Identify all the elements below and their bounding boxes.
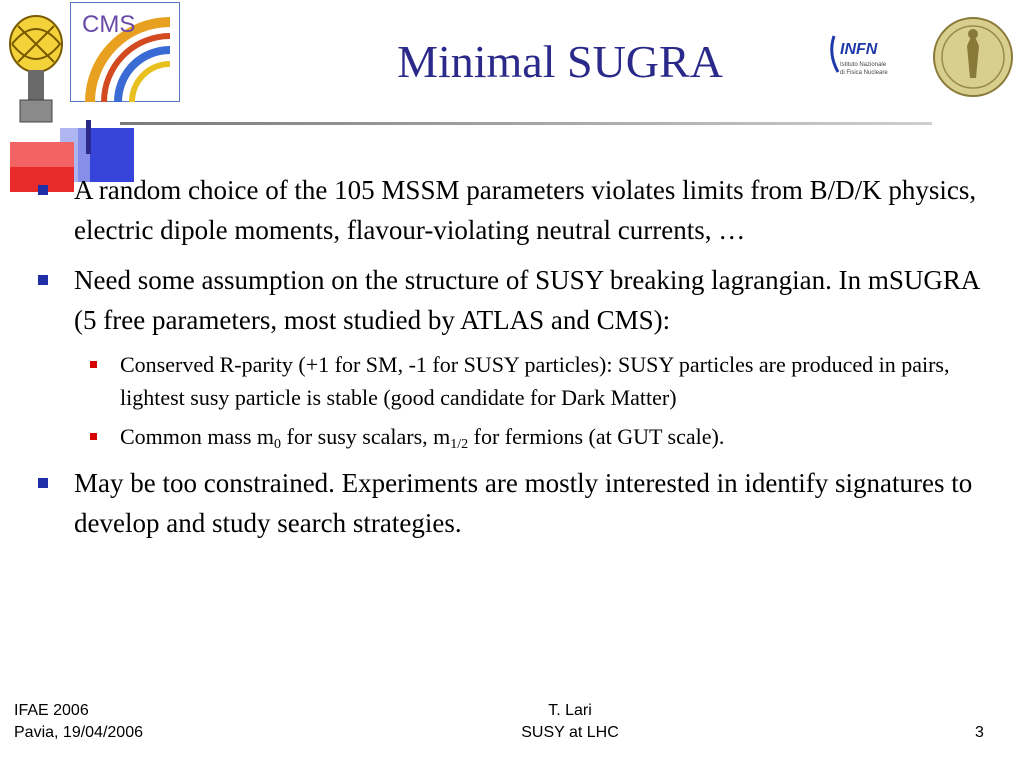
- bullet-item: [36, 170, 986, 250]
- sub-bullet-item: [74, 348, 986, 414]
- footer-author: [490, 700, 650, 744]
- footer-conference: [14, 700, 143, 744]
- slide-title: Minimal SUGRA: [397, 36, 723, 87]
- cms-logo-text: CMS: [82, 11, 136, 38]
- cms-logo: [70, 2, 180, 102]
- infn-logo-subtitle-1: Istituto Nazionale: [840, 62, 887, 68]
- bullet-square-icon: [38, 478, 48, 488]
- bullet-item: [36, 463, 986, 543]
- university-seal: [932, 16, 1014, 98]
- bullet-list: [36, 170, 986, 553]
- bullet-item: [36, 260, 986, 453]
- title-divider: [120, 122, 932, 125]
- sub-bullet-square-icon: [90, 433, 97, 440]
- sub-bullet-item: [74, 420, 986, 453]
- bullet-text: May be too constrained. Experiments are mostly interested in identify signatures to develop and study search strategies.: [74, 468, 973, 538]
- sub-bullet-list: [74, 348, 986, 453]
- sub-bullet-text: Common mass $m_0$ for susy scalars, $m_{1/2}$ for fermions (at GUT scale).: [120, 424, 725, 452]
- infn-logo-subtitle-2: di Fisica Nucleare: [840, 70, 888, 76]
- sub-bullet-text: Conserved R-parity (+1 for SM, -1 for SUSY particles): SUSY particles are produced in pairs, lightest susy particle is stable (good candidate for Dark Matter): [120, 352, 950, 410]
- footer-talk-title: SUSY at LHC: [521, 724, 619, 741]
- footer-event: IFAE 2006: [14, 702, 89, 719]
- bullet-text: A random choice of the 105 MSSM parameters violates limits from B/D/K physics, electric dipole moments, flavour-violating neutral currents, …: [74, 175, 977, 245]
- bullet-square-icon: [38, 185, 48, 195]
- bullet-square-icon: [38, 275, 48, 285]
- infn-logo-text: INFN: [840, 41, 878, 58]
- page-number: 3: [975, 724, 984, 741]
- footer-author-name: T. Lari: [548, 702, 592, 719]
- atlas-logo: [4, 4, 68, 126]
- bullet-text: Need some assumption on the structure of SUSY breaking lagrangian. In mSUGRA (5 free parameters, most studied by ATLAS and CMS):: [74, 265, 979, 335]
- footer-date: Pavia, 19/04/2006: [14, 724, 143, 741]
- sub-bullet-square-icon: [90, 361, 97, 368]
- infn-logo: [826, 28, 922, 80]
